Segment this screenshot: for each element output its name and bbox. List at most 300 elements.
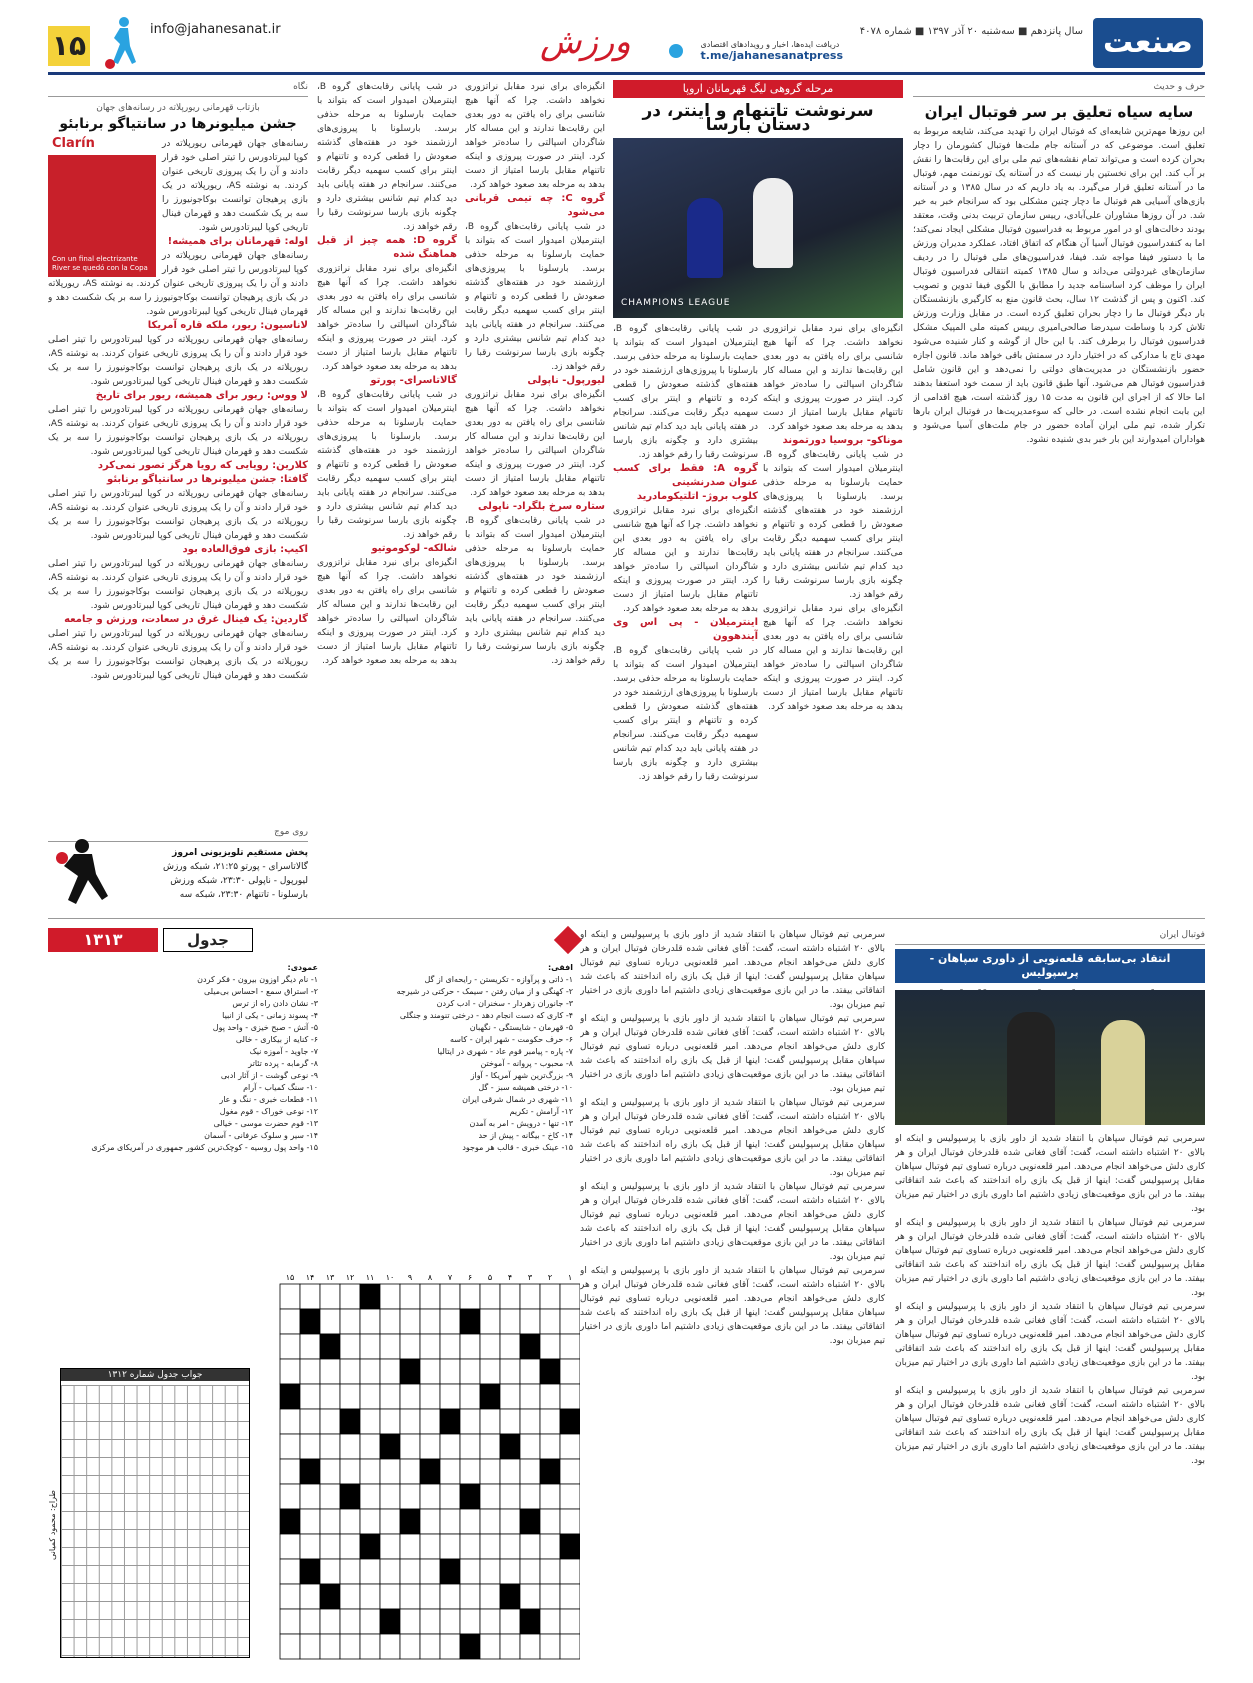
clue-item: ۱- نام دیگر اوزون بیرون - فکر کردن <box>197 975 318 984</box>
column-tag: نگاه <box>48 80 308 97</box>
grid-cell[interactable] <box>280 1359 300 1384</box>
grid-cell[interactable] <box>540 1634 560 1659</box>
telegram-link[interactable]: t.me/jahanesanatpress <box>700 49 843 62</box>
tv-title: پخش مستقیم تلویزیونی امروز <box>172 848 308 858</box>
clue-item: ۵- قهرمان - شایستگی - نگهبان <box>469 1023 573 1032</box>
article-text: در شب پایانی رقابت‌های گروه B، اینترمیلان امیدوار است که بتواند با حمایت بارسلونا به مرحله حذفی برسد. بارسلونا با پیروزی‌های ارزشمند خود در هفته‌های گذشته صعودش را قطعی کرده و تاتنهام و اینتر برای کسب سهمیه دیگر رقابت می‌کنند. سرانجام در هفته پایانی باید دید کدام تیم شانس بیشتری دارد و چگونه بازی بارسا سرنوشت رقبا را رقم خواهد زد. <box>613 324 758 460</box>
grid-cell[interactable] <box>520 1484 540 1509</box>
article-text: در شب پایانی رقابت‌های گروه B، اینترمیلان امیدوار است که بتواند با حمایت بارسلونا به مرحله حذفی برسد. بارسلونا با پیروزی‌های ارزشمند خود در هفته‌های گذشته صعودش را قطعی کرده و تاتنهام و اینتر برای کسب سهمیه دیگر رقابت می‌کنند. سرانجام در هفته پایانی باید دید کدام تیم شانس بیشتری دارد و چگونه بازی بارسا سرنوشت رقبا را رقم خواهد زد. <box>465 222 605 372</box>
grid-cell[interactable] <box>520 1434 540 1459</box>
grid-cell[interactable] <box>540 1484 560 1509</box>
grid-cell[interactable] <box>500 1359 520 1384</box>
grid-cell[interactable] <box>340 1434 360 1459</box>
column-number: ۳ <box>527 1273 533 1282</box>
grid-cell[interactable] <box>560 1359 580 1384</box>
grid-cell[interactable] <box>560 1309 580 1334</box>
grid-cell[interactable] <box>540 1534 560 1559</box>
article-text: رسانه‌های جهان قهرمانی ریورپلاته در کوپا لیبرتادورس را تیتر اصلی خود قرار دادند و آن را یک پیروزی تاریخی عنوان کردند. به نوشته AS، ریورپلاته در یک بازی پرهیجان توانست بوکاجونیورز را سه بر یک شکست دهد و قهرمان فینال تاریخی کوپا لیبرتادورس شود. <box>48 559 308 611</box>
grid-cell[interactable] <box>460 1384 480 1409</box>
column-number: ۵ <box>487 1273 493 1282</box>
subhead: کلوب بروژ- اتلتیکومادرید <box>636 491 758 502</box>
grid-cell[interactable] <box>480 1359 500 1384</box>
grid-cell[interactable] <box>380 1484 400 1509</box>
grid-cell[interactable] <box>560 1609 580 1634</box>
diamond-icon <box>554 926 582 954</box>
grid-cell[interactable] <box>300 1584 320 1609</box>
grid-cell[interactable] <box>560 1584 580 1609</box>
puzzle-author: طراح: محمود کمیانی <box>48 1490 57 1560</box>
cover-masthead: Clarín <box>48 137 156 155</box>
grid-cell[interactable] <box>460 1434 480 1459</box>
subhead: گروه D: همه چیز از قبل هماهنگ شده <box>317 235 457 260</box>
grid-cell[interactable] <box>560 1434 580 1459</box>
grid-cell[interactable] <box>420 1434 440 1459</box>
article-col-1 <box>613 322 758 912</box>
grid-cell[interactable] <box>560 1284 580 1309</box>
grid-cell[interactable] <box>480 1484 500 1509</box>
telegram-icon <box>669 44 683 58</box>
article-headline: جشن میلیونرها در سانتیاگو برنابئو <box>59 116 297 132</box>
grid-cell[interactable] <box>420 1409 440 1434</box>
grid-cell <box>540 1359 560 1384</box>
grid-cell[interactable] <box>480 1434 500 1459</box>
clue-item: ۸- محبوب - پروانه - آموختن <box>480 1059 573 1068</box>
article-text: انگیزه‌ای برای نبرد مقابل نراتزوری نخواهد داشت. چرا که آنها هیچ شانسی برای راه یافتن به دور بعدی این رقابت‌ها ندارند و این مساله کار شاگردان اسپالتی را ساده‌تر خواهد کرد. اینتر در صورت پیروزی و اینکه تاتنهام مقابل بارسا امتیاز از دست بدهد به مرحله بعد صعود خواهد کرد. <box>763 604 903 712</box>
grid-cell[interactable] <box>300 1434 320 1459</box>
grid-cell[interactable] <box>320 1559 340 1584</box>
grid-cell[interactable] <box>400 1484 420 1509</box>
grid-cell[interactable] <box>520 1584 540 1609</box>
clue-item: ۷- پاره - پیامبر قوم عاد - شهری در ایتالیا <box>437 1047 573 1056</box>
article-text: انگیزه‌ای برای نبرد مقابل نراتزوری نخواهد داشت. چرا که آنها هیچ شانسی برای راه یافتن به دور بعدی این رقابت‌ها ندارند و این مساله کار شاگردان اسپالتی را ساده‌تر خواهد کرد. اینتر در صورت پیروزی و اینکه تاتنهام مقابل بارسا امتیاز از دست بدهد به مرحله بعد صعود خواهد کرد. <box>465 82 605 190</box>
grid-cell[interactable] <box>340 1609 360 1634</box>
grid-cell[interactable] <box>320 1284 340 1309</box>
grid-cell[interactable] <box>520 1559 540 1584</box>
grid-cell <box>300 1559 320 1584</box>
grid-cell <box>460 1634 480 1659</box>
grid-cell[interactable] <box>520 1409 540 1434</box>
grid-cell[interactable] <box>360 1484 380 1509</box>
grid-cell[interactable] <box>460 1584 480 1609</box>
editorial-body: این روزها مهم‌ترین شایعه‌ای که فوتبال ایران را تهدید می‌کند، شایعه مربوط به تعلیق است. موضوعی که در آستانه جام ملت‌ها فوتبال کشورمان را دچار بحران کرده است و می‌تواند تمام نقشه‌های تیم ملی برای این رقابت‌ها را نقش بر آب کند. این برای نخستین بار نیست که در آستانه یک تورنمنت مهم، فوتبال ما در آستانه تعلیق قرار می‌گیرد. به یاد داریم که در سال ۱۳۸۵ و در آستانه بازی‌های آسیایی هم فوتبال ما دچار چنین مشکلی بود که سرانجام خبر به خیر شد. در آن روزها مشاوران علی‌آبادی، رییس سازمان تربیت بدنی وقت، معتقد بودند دخالت‌های او در امور مربوط به فدراسیون فوتبال مشکلی ایجاد نمی‌کند؛ اما به کنفدراسیون فوتبال آسیا آن هنگام که اتفاق افتاد، عملکرد مدیران ورزش ما با دستور فیفا مواجه شد. فیفا، فدراسیون‌های ملی فوتبال را در ردیف سازمان‌های غیردولتی می‌داند و سال ۱۳۸۵ کمیته انتقالی فدراسیون فوتبال ایران را موظف کرد اساسنامه جدید را مطابق با الگوی فیفا تدوین و تصویب کند. اکنون و پس از گذشت ۱۲ سال، بحث قانون منع به کارگیری بازنشستگان بار دیگر فوتبال ما را دچار بحران تعلیق کرده است. در مقابل وزارت ورزش تلاش کرد با وساطت سیدرضا صالحی‌امیری رییس کمیته ملی المپیک مشکل فدراسیون فوتبال را برطرف کند. با این حال از گوشه و کنار شنیده می‌شود مهدی تاج با مدارکی که در اختیار دارد در سمتش باقی خواهد ماند. قانون اجازه حضور بازنشستگان در مدیریت‌های دولتی را نمی‌دهد و این قانون شامل فدراسیون فوتبال هم می‌شود. آنها طبق قانون باید از سمت خود استعفا بدهند اما حالا که از اجرای این قانون به مدت ۱۵ روز گذشته است، هیچ اقدامی از این بابت انجام نشده است. در حالی که سوءمدیریت‌ها در فوتبال ایران بارها تکرار شده، تیم ملی ایران آماده حضور در جام ملت‌های آسیا می‌شود و هواداران امیدوارند این بار خبر بدی شنیده نشود. <box>913 127 1205 445</box>
grid-cell[interactable] <box>360 1384 380 1409</box>
grid-cell[interactable] <box>480 1534 500 1559</box>
grid-cell[interactable] <box>360 1609 380 1634</box>
grid-cell[interactable] <box>320 1309 340 1334</box>
grid-cell[interactable] <box>480 1334 500 1359</box>
column-number: ۱۴ <box>305 1273 315 1282</box>
grid-cell[interactable] <box>500 1309 520 1334</box>
column-number: ۱۳ <box>325 1273 335 1282</box>
grid-cell[interactable] <box>520 1634 540 1659</box>
clue-item: ۱۵- واحد پول روسیه - کوچک‌ترین کشور جمهوری در آمریکای مرکزی <box>91 1143 318 1152</box>
column-number: ۱۵ <box>285 1273 295 1282</box>
grid-cell[interactable] <box>280 1484 300 1509</box>
grid-cell[interactable] <box>300 1334 320 1359</box>
grid-cell[interactable] <box>380 1559 400 1584</box>
grid-cell[interactable] <box>520 1284 540 1309</box>
grid-cell[interactable] <box>480 1459 500 1484</box>
grid-cell[interactable] <box>380 1334 400 1359</box>
email-link[interactable]: info@jahanesanat.ir <box>150 22 281 37</box>
grid-cell[interactable] <box>380 1509 400 1534</box>
grid-cell[interactable] <box>340 1284 360 1309</box>
grid-cell[interactable] <box>480 1634 500 1659</box>
grid-cell <box>400 1359 420 1384</box>
grid-cell[interactable] <box>280 1584 300 1609</box>
article-text: سرمربی تیم فوتبال سپاهان با انتقاد شدید از داور بازی با پرسپولیس و اینکه او بالای ۲۰ اشتباه داشته است، گفت: آقای فغانی شده قلدرخان فوتبال ایران و هر کاری دلش می‌خواهد انجام می‌دهد. امیر قلعه‌نویی درباره تساوی تیم فوتبال سپاهان مقابل پرسپولیس گفت: اینها از قبل یک بازی راه انداختند که باعث شد اتفاقاتی بیفتد. ما در این بازی موقعیت‌های زیادی داشتیم اما داوری بازی در اختیار تیم میزبان بود. <box>580 1098 885 1178</box>
grid-cell[interactable] <box>300 1609 320 1634</box>
grid-cell <box>440 1559 460 1584</box>
grid-cell[interactable] <box>360 1434 380 1459</box>
grid-cell[interactable] <box>420 1359 440 1384</box>
grid-cell[interactable] <box>320 1634 340 1659</box>
grid-cell[interactable] <box>460 1534 480 1559</box>
grid-cell[interactable] <box>440 1334 460 1359</box>
grid-cell[interactable] <box>280 1634 300 1659</box>
grid-cell[interactable] <box>440 1584 460 1609</box>
grid-cell[interactable] <box>440 1384 460 1409</box>
grid-cell[interactable] <box>300 1409 320 1434</box>
subhead: ستاره سرخ بلگراد- ناپولی <box>477 501 605 512</box>
grid-cell[interactable] <box>560 1459 580 1484</box>
grid-cell <box>280 1509 300 1534</box>
grid-cell[interactable] <box>520 1309 540 1334</box>
grid-cell[interactable] <box>500 1634 520 1659</box>
grid-cell[interactable] <box>400 1559 420 1584</box>
grid-cell[interactable] <box>320 1459 340 1484</box>
telegram-block <box>701 40 843 62</box>
grid-cell[interactable] <box>360 1634 380 1659</box>
grid-cell[interactable] <box>460 1559 480 1584</box>
grid-cell[interactable] <box>360 1459 380 1484</box>
column-number: ۴ <box>507 1273 513 1282</box>
grid-cell[interactable] <box>400 1284 420 1309</box>
grid-cell[interactable] <box>440 1434 460 1459</box>
grid-cell[interactable] <box>280 1309 300 1334</box>
clue-item: ۹- نوعی گوشت - از آثار ادبی <box>220 1071 318 1080</box>
grid-cell[interactable] <box>420 1509 440 1534</box>
grid-cell[interactable] <box>500 1384 520 1409</box>
grid-cell[interactable] <box>300 1484 320 1509</box>
grid-cell[interactable] <box>560 1384 580 1409</box>
article-text: رسانه‌های جهان قهرمانی ریورپلاته در کوپا لیبرتادورس را تیتر اصلی خود قرار دادند و آن را یک پیروزی تاریخی عنوان کردند. به نوشته AS، ریورپلاته در یک بازی پرهیجان توانست بوکاجونیورز را سه بر یک شکست دهد و قهرمان فینال تاریخی کوپا لیبرتادورس شود. <box>48 251 308 317</box>
grid-cell[interactable] <box>300 1534 320 1559</box>
grid-cell[interactable] <box>280 1284 300 1309</box>
grid-cell[interactable] <box>540 1609 560 1634</box>
clue-item: ۲- استراق سمع - احساس بی‌میلی <box>204 987 318 996</box>
grid-cell <box>340 1409 360 1434</box>
subhead: گالاتاسرای- پورتو <box>370 375 457 386</box>
grid-cell[interactable] <box>500 1509 520 1534</box>
grid-cell[interactable] <box>400 1534 420 1559</box>
grid-cell[interactable] <box>400 1409 420 1434</box>
grid-cell[interactable] <box>280 1559 300 1584</box>
clue-item: ۹- بزرگ‌ترین شهر آمریکا - آواز <box>470 1071 573 1080</box>
grid-cell[interactable] <box>380 1359 400 1384</box>
grid-cell[interactable] <box>520 1534 540 1559</box>
clue-item: ۱۴- سیر و سلوک عرفانی - آسمان <box>204 1131 318 1140</box>
section-title: ورزش <box>540 22 631 62</box>
grid-cell[interactable] <box>380 1459 400 1484</box>
grid-cell[interactable] <box>540 1409 560 1434</box>
grid-cell[interactable] <box>340 1634 360 1659</box>
grid-cell[interactable] <box>420 1534 440 1559</box>
grid-cell[interactable] <box>440 1484 460 1509</box>
grid-cell[interactable] <box>480 1509 500 1534</box>
grid-cell[interactable] <box>560 1559 580 1584</box>
grid-cell[interactable] <box>360 1359 380 1384</box>
grid-cell <box>360 1534 380 1559</box>
article-col-4 <box>317 80 457 910</box>
subhead: اینترمیلان - پی اس وی آیندهوون <box>613 617 758 642</box>
grid-cell[interactable] <box>420 1384 440 1409</box>
article-text: انگیزه‌ای برای نبرد مقابل نراتزوری نخواهد داشت. چرا که آنها هیچ شانسی برای راه یافتن به دور بعدی این رقابت‌ها ندارند و این مساله کار شاگردان اسپالتی را ساده‌تر خواهد کرد. اینتر در صورت پیروزی و اینکه تاتنهام مقابل بارسا امتیاز از دست بدهد به مرحله بعد صعود خواهد کرد. <box>465 390 605 498</box>
crossword-header <box>48 928 578 954</box>
grid-cell[interactable] <box>340 1509 360 1534</box>
grid-cell[interactable] <box>540 1559 560 1584</box>
clues-down <box>48 962 318 1262</box>
grid-cell[interactable] <box>280 1609 300 1634</box>
article-kicker: مرحله گروهی لیگ قهرمانان اروپا <box>613 80 903 98</box>
grid-cell[interactable] <box>440 1359 460 1384</box>
clue-item: ۱- ذاتی و پرآوازه - تکریستن - رایحه‌ای از گل <box>424 975 573 984</box>
grid-cell[interactable] <box>380 1534 400 1559</box>
grid-cell <box>480 1384 500 1409</box>
grid-cell[interactable] <box>340 1459 360 1484</box>
grid-cell[interactable] <box>320 1534 340 1559</box>
grid-cell[interactable] <box>420 1584 440 1609</box>
article-col-2 <box>763 322 903 912</box>
grid-cell[interactable] <box>400 1309 420 1334</box>
grid-cell[interactable] <box>500 1484 520 1509</box>
grid-cell[interactable] <box>460 1334 480 1359</box>
grid-cell[interactable] <box>420 1309 440 1334</box>
grid-cell[interactable] <box>460 1359 480 1384</box>
grid-cell[interactable] <box>560 1334 580 1359</box>
clue-item: ۱۲- آرامش - تکریم <box>509 1107 573 1116</box>
grid-cell[interactable] <box>380 1309 400 1334</box>
grid-cell[interactable] <box>400 1634 420 1659</box>
grid-cell[interactable] <box>400 1384 420 1409</box>
match-photo <box>613 138 903 318</box>
answer-label: جواب جدول شماره ۱۳۱۲ <box>61 1369 249 1381</box>
subhead: گروه A: فقط برای کسب عنوان صدرنشینی <box>613 463 758 488</box>
article-text: سرمربی تیم فوتبال سپاهان با انتقاد شدید از داور بازی با پرسپولیس و اینکه او بالای ۲۰ اشتباه داشته است، گفت: آقای فغانی شده قلدرخان فوتبال ایران و هر کاری دلش می‌خواهد انجام می‌دهد. امیر قلعه‌نویی درباره تساوی تیم فوتبال سپاهان مقابل پرسپولیس گفت: اینها از قبل یک بازی راه انداختند که باعث شد اتفاقاتی بیفتد. ما در این بازی موقعیت‌های زیادی داشتیم اما داوری بازی در اختیار تیم میزبان بود. <box>580 930 885 1010</box>
grid-cell[interactable] <box>300 1359 320 1384</box>
grid-cell[interactable] <box>440 1459 460 1484</box>
grid-cell[interactable] <box>320 1509 340 1534</box>
article-text: انگیزه‌ای برای نبرد مقابل نراتزوری نخواهد داشت. چرا که آنها هیچ شانسی برای راه یافتن به دور بعدی این رقابت‌ها ندارند و این مساله کار شاگردان اسپالتی را ساده‌تر خواهد کرد. اینتر در صورت پیروزی و اینکه تاتنهام مقابل بارسا امتیاز از دست بدهد به مرحله بعد صعود خواهد کرد. <box>317 264 457 372</box>
grid-cell[interactable] <box>460 1459 480 1484</box>
clue-item: ۴- کاری که دست انجام دهد - درختی تنومند و جنگلی <box>399 1011 573 1020</box>
grid-cell[interactable] <box>540 1434 560 1459</box>
grid-cell[interactable] <box>380 1409 400 1434</box>
article-headline: سرنوشت تاتنهام و اینتر، در دستان بارسا <box>642 101 874 135</box>
article-text: سرمربی تیم فوتبال سپاهان با انتقاد شدید از داور بازی با پرسپولیس و اینکه او بالای ۲۰ اشتباه داشته است، گفت: آقای فغانی شده قلدرخان فوتبال ایران و هر کاری دلش می‌خواهد انجام می‌دهد. امیر قلعه‌نویی درباره تساوی تیم فوتبال سپاهان مقابل پرسپولیس گفت: اینها از قبل یک بازی راه انداختند که باعث شد اتفاقاتی بیفتد. ما در این بازی موقعیت‌های زیادی داشتیم اما داوری بازی در اختیار تیم میزبان بود. <box>580 1266 885 1346</box>
article-text: در شب پایانی رقابت‌های گروه B، اینترمیلان امیدوار است که بتواند با حمایت بارسلونا به مرحله حذفی برسد. بارسلونا با پیروزی‌های ارزشمند خود در هفته‌های گذشته صعودش را قطعی کرده و تاتنهام و اینتر برای کسب سهمیه دیگر رقابت می‌کنند. سرانجام در هفته پایانی باید دید کدام تیم شانس بیشتری دارد و چگونه بازی بارسا سرنوشت رقبا را رقم خواهد زد. <box>613 646 758 782</box>
grid-cell[interactable] <box>360 1509 380 1534</box>
grid-cell[interactable] <box>380 1384 400 1409</box>
clue-item: ۱۱- شهری در شمال شرقی ایران <box>462 1095 573 1104</box>
grid-cell[interactable] <box>280 1334 300 1359</box>
grid-cell[interactable] <box>300 1634 320 1659</box>
clue-item: ۱۳- قوم حضرت موسی - خیالی <box>213 1119 318 1128</box>
grid-cell[interactable] <box>520 1359 540 1384</box>
grid-cell[interactable] <box>400 1584 420 1609</box>
grid-cell[interactable] <box>400 1609 420 1634</box>
grid-cell[interactable] <box>500 1284 520 1309</box>
clue-item: ۸- گرمابه - پرده تئاتر <box>248 1059 318 1068</box>
grid-cell[interactable] <box>480 1309 500 1334</box>
grid-cell[interactable] <box>400 1434 420 1459</box>
grid-cell[interactable] <box>500 1334 520 1359</box>
grid-cell[interactable] <box>540 1334 560 1359</box>
clue-item: ۶- حرف حکومت - شهر ایران - کاسه <box>449 1035 573 1044</box>
grid-cell[interactable] <box>440 1509 460 1534</box>
subhead: موناکو- بروسیا دورتموند <box>782 435 903 446</box>
crossword-grid[interactable] <box>270 1262 580 1660</box>
grid-cell[interactable] <box>540 1384 560 1409</box>
grid-cell[interactable] <box>500 1559 520 1584</box>
grid-cell <box>420 1459 440 1484</box>
grid-cell[interactable] <box>480 1409 500 1434</box>
grid-cell[interactable] <box>440 1609 460 1634</box>
grid-cell[interactable] <box>320 1434 340 1459</box>
grid-cell[interactable] <box>480 1559 500 1584</box>
editorial-headline: سایه سیاه تعلیق بر سر فوتبال ایران <box>924 103 1194 121</box>
grid-cell[interactable] <box>360 1309 380 1334</box>
clue-item: ۳- جانوران زهردار - سخنران - ادب کردن <box>436 999 573 1008</box>
grid-cell[interactable] <box>500 1609 520 1634</box>
grid-cell[interactable] <box>520 1459 540 1484</box>
grid-cell[interactable] <box>560 1634 580 1659</box>
grid-cell <box>300 1309 320 1334</box>
header-rule <box>48 72 1205 75</box>
column-tag: حرف و حدیث <box>913 80 1205 97</box>
grid-cell[interactable] <box>280 1534 300 1559</box>
grid-cell[interactable] <box>360 1559 380 1584</box>
grid-cell[interactable] <box>340 1334 360 1359</box>
grid-cell <box>320 1334 340 1359</box>
clue-item: ۱۰- درختی همیشه سبز - گل <box>478 1083 573 1092</box>
grid-cell <box>500 1434 520 1459</box>
grid-cell[interactable] <box>320 1609 340 1634</box>
grid-cell[interactable] <box>500 1409 520 1434</box>
grid-cell[interactable] <box>400 1459 420 1484</box>
grid-cell[interactable] <box>360 1409 380 1434</box>
grid-cell[interactable] <box>320 1484 340 1509</box>
grid-cell[interactable] <box>300 1384 320 1409</box>
grid-cell[interactable] <box>480 1584 500 1609</box>
grid-cell[interactable] <box>440 1284 460 1309</box>
grid-cell[interactable] <box>280 1434 300 1459</box>
tv-line: گالاتاسرای - پورتو ۲۱:۲۵، شبکه ورزش <box>162 862 308 872</box>
article-text: در شب پایانی رقابت‌های گروه B، اینترمیلان امیدوار است که بتواند با حمایت بارسلونا به مرحله حذفی برسد. بارسلونا با پیروزی‌های ارزشمند خود در هفته‌های گذشته صعودش را قطعی کرده و تاتنهام و اینتر برای کسب سهمیه دیگر رقابت می‌کنند. سرانجام در هفته پایانی باید دید کدام تیم شانس بیشتری دارد و چگونه بازی بارسا سرنوشت رقبا را رقم خواهد زد. <box>465 516 605 666</box>
column-tag: روی موج <box>48 825 308 842</box>
clue-item: ۳- نشان دادن راه از ترس <box>232 999 318 1008</box>
grid-cell <box>400 1509 420 1534</box>
grid-cell[interactable] <box>460 1509 480 1534</box>
column-number: ۱۱ <box>365 1273 375 1282</box>
grid-cell[interactable] <box>380 1584 400 1609</box>
grid-cell[interactable] <box>340 1559 360 1584</box>
newspaper-logo: صنعت <box>1093 18 1203 68</box>
grid-cell[interactable] <box>440 1534 460 1559</box>
subhead: اوله: قهرمانان برای همیشه! <box>167 236 308 247</box>
grid-cell[interactable] <box>300 1509 320 1534</box>
article-text: انگیزه‌ای برای نبرد مقابل نراتزوری نخواهد داشت. چرا که آنها هیچ شانسی برای راه یافتن به دور بعدی این رقابت‌ها ندارند و این مساله کار شاگردان اسپالتی را ساده‌تر خواهد کرد. اینتر در صورت پیروزی و اینکه تاتنهام مقابل بارسا امتیاز از دست بدهد به مرحله بعد صعود خواهد کرد. <box>763 324 903 432</box>
grid-cell[interactable] <box>460 1409 480 1434</box>
grid-cell <box>380 1434 400 1459</box>
column-number: ۱۲ <box>345 1273 355 1282</box>
grid-cell[interactable] <box>420 1634 440 1659</box>
grid-cell[interactable] <box>400 1334 420 1359</box>
grid-cell[interactable] <box>340 1534 360 1559</box>
grid-cell <box>460 1309 480 1334</box>
grid-cell[interactable] <box>420 1334 440 1359</box>
grid-cell[interactable] <box>420 1284 440 1309</box>
grid-cell[interactable] <box>380 1634 400 1659</box>
grid-cell[interactable] <box>340 1309 360 1334</box>
crossword-title: جدول <box>163 928 253 952</box>
article-text: در شب پایانی رقابت‌های گروه B، اینترمیلان امیدوار است که بتواند با حمایت بارسلونا به مرحله حذفی برسد. بارسلونا با پیروزی‌های ارزشمند خود در هفته‌های گذشته صعودش را قطعی کرده و تاتنهام و اینتر برای کسب سهمیه دیگر رقابت می‌کنند. سرانجام در هفته پایانی باید دید کدام تیم شانس بیشتری دارد و چگونه بازی بارسا سرنوشت رقبا را رقم خواهد زد. <box>763 450 903 600</box>
grid-cell[interactable] <box>540 1584 560 1609</box>
grid-cell[interactable] <box>440 1309 460 1334</box>
grid-cell[interactable] <box>280 1459 300 1484</box>
grid-cell[interactable] <box>420 1559 440 1584</box>
grid-cell[interactable] <box>280 1409 300 1434</box>
grid-cell[interactable] <box>420 1609 440 1634</box>
grid-cell[interactable] <box>560 1509 580 1534</box>
grid-cell[interactable] <box>360 1334 380 1359</box>
grid-cell[interactable] <box>420 1484 440 1509</box>
grid-cell[interactable] <box>500 1534 520 1559</box>
grid-cell[interactable] <box>320 1409 340 1434</box>
grid-cell[interactable] <box>500 1459 520 1484</box>
page-number: ۱۵ <box>48 26 90 66</box>
column-number: ۱ <box>567 1273 573 1282</box>
grid-cell[interactable] <box>460 1284 480 1309</box>
photo-banner: CHAMPIONS LEAGUE <box>621 298 731 308</box>
grid-cell[interactable] <box>340 1584 360 1609</box>
grid-cell[interactable] <box>540 1509 560 1534</box>
article-text: رسانه‌های جهان قهرمانی ریورپلاته در کوپا لیبرتادورس را تیتر اصلی خود قرار دادند و آن را یک پیروزی تاریخی عنوان کردند. به نوشته AS، ریورپلاته در یک بازی پرهیجان توانست بوکاجونیورز را سه بر یک شکست دهد و قهرمان فینال تاریخی کوپا لیبرتادورس شود. <box>48 629 308 681</box>
answer-grid <box>60 1368 250 1658</box>
clue-item: ۱۴- کاخ - بیگانه - پیش از حد <box>478 1131 573 1140</box>
grid-cell[interactable] <box>360 1584 380 1609</box>
grid-cell[interactable] <box>480 1284 500 1309</box>
grid-cell[interactable] <box>560 1484 580 1509</box>
grid-cell[interactable] <box>340 1384 360 1409</box>
newspaper-cover-photo <box>48 137 156 277</box>
grid-cell[interactable] <box>520 1384 540 1409</box>
grid-cell[interactable] <box>300 1284 320 1309</box>
grid-cell[interactable] <box>540 1309 560 1334</box>
article-text: رسانه‌های جهان قهرمانی ریورپلاته در کوپا لیبرتادورس را تیتر اصلی خود قرار دادند و آن را یک پیروزی تاریخی عنوان کردند. به نوشته AS، ریورپلاته در یک بازی پرهیجان توانست بوکاجونیورز را سه بر یک شکست دهد و قهرمان فینال تاریخی کوپا لیبرتادورس شود. <box>162 139 308 233</box>
grid-cell[interactable] <box>540 1284 560 1309</box>
grid-cell[interactable] <box>320 1384 340 1409</box>
grid-cell[interactable] <box>380 1284 400 1309</box>
grid-cell[interactable] <box>320 1359 340 1384</box>
grid-cell <box>460 1484 480 1509</box>
grid-cell[interactable] <box>440 1634 460 1659</box>
grid-cell[interactable] <box>460 1609 480 1634</box>
footballer-icon <box>100 16 140 70</box>
grid-cell[interactable] <box>480 1609 500 1634</box>
subhead: لا ووس: ریور برای همیشه، ریور برای تاریخ <box>95 390 308 401</box>
grid-cell[interactable] <box>340 1359 360 1384</box>
